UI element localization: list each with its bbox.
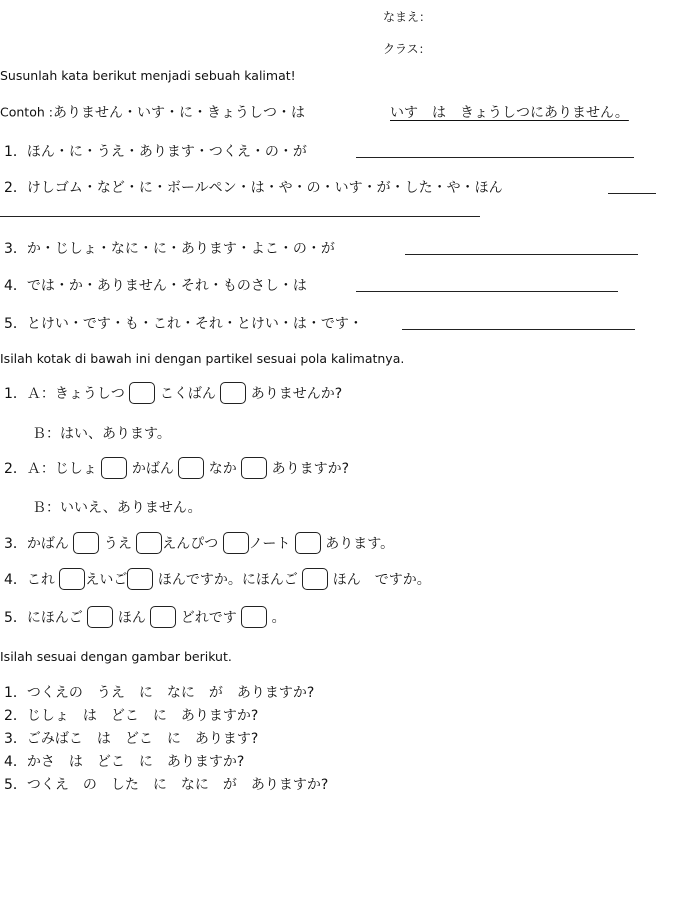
particle-box[interactable] (178, 457, 204, 479)
s1-item-4 (4, 275, 307, 295)
example-row (0, 102, 305, 122)
s2-q5 (4, 606, 286, 628)
text-segment: 2． (4, 180, 27, 196)
example-words: ありません・いす・に・きょうしつ・は (52, 105, 305, 121)
s3-item-2 (4, 705, 258, 725)
answer-line-1[interactable] (356, 157, 634, 158)
particle-box[interactable] (73, 532, 99, 554)
answer-line-2a[interactable] (608, 193, 656, 194)
example-answer: いす は きょうしつにありません。 (390, 105, 629, 121)
text-segment: かばん (26, 536, 69, 552)
name-label: なまえ： (383, 10, 432, 24)
particle-box[interactable] (59, 568, 85, 590)
s2-q3 (4, 532, 394, 554)
s3-item-4 (4, 751, 244, 771)
text-segment: かさ は どこ に ありますか? (26, 754, 245, 770)
text-segment: ノート (248, 536, 291, 552)
answer-line-5[interactable] (402, 329, 635, 330)
text-segment: あります。 (325, 536, 395, 552)
text-segment: 5． (4, 316, 27, 332)
s2-q1-reply: Ｂ：はい、あります。 (32, 426, 171, 442)
text-segment: どれです (180, 610, 237, 626)
text-segment: 1． (4, 386, 27, 402)
section2-instruction: Isilah kotak di bawah ini dengan partikel sesuai pola kalimatnya. (0, 351, 405, 366)
text-segment: ほん・に・うえ・あります・つくえ・の・が (26, 144, 307, 160)
s3-item-3 (4, 728, 258, 748)
particle-box[interactable] (220, 382, 246, 404)
particle-box[interactable] (129, 382, 155, 404)
text-segment: 。 (271, 610, 286, 626)
text-segment: ほんですか。にほんご (157, 572, 298, 588)
text-segment: 5． (4, 777, 27, 793)
text-segment: では・か・ありません・それ・ものさし・は (26, 278, 307, 294)
s2-q2-reply: Ｂ：いいえ、ありません。 (32, 500, 202, 516)
text-segment: 4． (4, 754, 27, 770)
text-segment: 3． (4, 536, 27, 552)
text-segment: けしゴム・など・に・ボールペン・は・や・の・いす・が・した・や・ほん (26, 180, 503, 196)
particle-box[interactable] (241, 606, 267, 628)
text-segment: なか (208, 461, 237, 477)
text-segment: ありますか? (271, 461, 350, 477)
particle-box[interactable] (241, 457, 267, 479)
particle-box[interactable] (223, 532, 249, 554)
particle-box[interactable] (295, 532, 321, 554)
text-segment: 2． (4, 461, 27, 477)
text-segment: これ (26, 572, 55, 588)
text-segment: ごみばこ は どこ に あります? (26, 731, 259, 747)
text-segment: じしょ は どこ に ありますか? (26, 708, 259, 724)
example-label: Contoh : (0, 104, 53, 120)
s2-q4 (4, 568, 431, 590)
answer-line-2b[interactable] (0, 216, 480, 217)
text-segment: こくばん (159, 386, 216, 402)
s3-item-1 (4, 682, 314, 702)
text-segment: 4． (4, 278, 27, 294)
text-segment: にほんご (26, 610, 83, 626)
particle-box[interactable] (136, 532, 162, 554)
text-segment: 5． (4, 610, 27, 626)
text-segment: か・じしょ・なに・に・あります・よこ・の・が (26, 241, 335, 257)
text-segment: えいご (85, 572, 128, 588)
text-segment: 1． (4, 685, 27, 701)
text-segment: ほん (117, 610, 146, 626)
s1-item-5 (4, 313, 363, 333)
text-segment: えんぴつ (162, 536, 219, 552)
s1-item-2 (4, 177, 503, 197)
text-segment: 2． (4, 708, 27, 724)
section3-instruction: Isilah sesuai dengan gambar berikut. (0, 649, 232, 664)
text-segment: Ａ：じしょ (26, 461, 97, 477)
text-segment: 3． (4, 241, 27, 257)
text-segment: 1． (4, 144, 27, 160)
particle-box[interactable] (127, 568, 153, 590)
s1-item-3 (4, 238, 335, 258)
s3-item-5 (4, 774, 328, 794)
text-segment: ほん ですか。 (332, 572, 431, 588)
s2-q1 (4, 382, 342, 404)
text-segment: 3． (4, 731, 27, 747)
text-segment: つくえ の した に なに が ありますか? (26, 777, 329, 793)
answer-line-3[interactable] (405, 254, 638, 255)
particle-box[interactable] (302, 568, 328, 590)
text-segment: とけい・です・も・これ・それ・とけい・は・です・ (26, 316, 363, 332)
answer-line-4[interactable] (356, 291, 618, 292)
text-segment: かばん (131, 461, 174, 477)
text-segment: うえ (103, 536, 132, 552)
particle-box[interactable] (150, 606, 176, 628)
text-segment: ありませんか? (250, 386, 343, 402)
s1-item-1 (4, 141, 307, 161)
s2-q2 (4, 457, 349, 479)
particle-box[interactable] (87, 606, 113, 628)
text-segment: 4． (4, 572, 27, 588)
text-segment: つくえの うえ に なに が ありますか? (26, 685, 315, 701)
section1-instruction: Susunlah kata berikut menjadi sebuah kalimat! (0, 68, 296, 83)
text-segment: Ａ：きょうしつ (26, 386, 125, 402)
class-label: クラス： (383, 42, 431, 56)
particle-box[interactable] (101, 457, 127, 479)
